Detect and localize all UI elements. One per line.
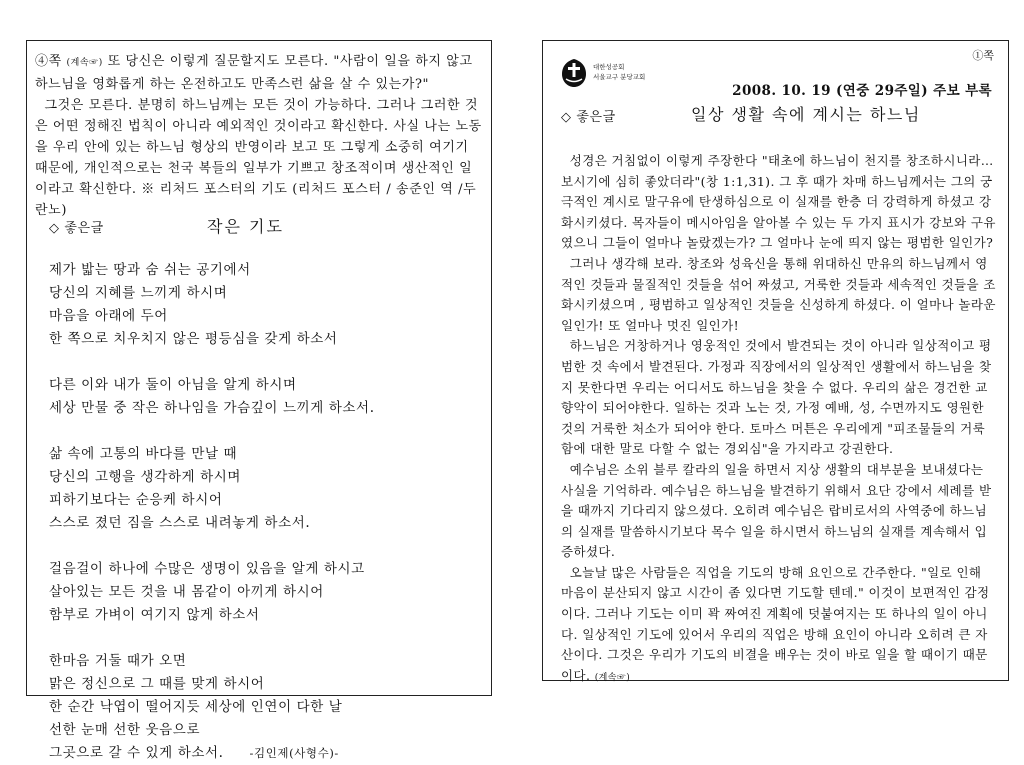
stanza <box>49 374 479 420</box>
poem-line: 당신의 지혜를 느끼게 하시며 <box>49 285 228 301</box>
poem-line: 피하기보다는 순응케 하시어 <box>49 492 223 508</box>
paragraph-text: 성경은 거침없이 이렇게 주장한다 "태초에 하느님이 천지를 창조하시니라… 보시기에 심히 좋았더라"(창 1:1,31). 그 후 때가 차매 하느님께서는 그의 궁극적인 계시로 말구유에 탄생하심으로 이 실재를 한층 더 강력하게 하셨고 강화시키셨다. 목자들이 메시아임을 알아볼 수 있는 두 가지 표시가 강보와 구유였으니 그들이 얼마나 놀랐겠는가? 그 얼마나 눈에 띄지 않는 평범한 일인가? <box>561 153 996 251</box>
stanza <box>49 558 479 627</box>
stanza <box>49 443 479 535</box>
poem-line: 삶 속에 고통의 바다를 만날 때 <box>49 446 238 462</box>
poem-line: 다른 이와 내가 둘이 아님을 알게 하시며 <box>49 377 297 393</box>
church-logo <box>559 57 649 93</box>
stanza <box>49 650 479 765</box>
poem-author: -김인제(사형수)- <box>249 746 339 760</box>
bulletin-date: 2008. 10. 19 (연중 29주일) 주보 부록 <box>732 83 992 99</box>
continued-text <box>35 51 485 221</box>
paragraph-text: 하느님은 거창하거나 영웅적인 것에서 발견되는 것이 아니라 일상적이고 평범한 것 속에서 발견된다. 가정과 직장에서의 일상적인 생활에서 하느님을 찾지 못한다면 우리는 어디서도 하느님을 찾을 수 없다. 우리의 삶은 경건한 교향악이 되어야한다. 일하는 것과 노는 것, 가정 예배, 성, 수면까지도 영원한 것의 거룩한 처소가 되어야 한다. 토마스 머튼은 우리에게 "피조물들의 거룩함에 대한 말로 다할 수 없는 경외심"을 가지라고 강권한다. <box>561 338 992 457</box>
paragraph-text: 그러나 생각해 보라. 창조와 성육신을 통해 위대하신 만유의 하느님께서 영적인 것들과 물질적인 것들을 섞어 짜셨고, 거룩한 것들과 세속적인 것들을 조화시키셨으며 , 평범하고 일상적인 것들을 신성하게 하셨다. 이 얼마나 놀라운 일인가! 또 얼마나 멋진 일인가! <box>561 255 996 333</box>
poem-line: 한 순간 낙엽이 떨어지듯 세상에 인연이 다한 날 <box>49 699 343 715</box>
stanza <box>49 259 479 351</box>
paragraph <box>561 254 997 336</box>
continued-marker: (계속☞) <box>66 58 103 68</box>
church-seal-icon <box>559 57 589 89</box>
page-marker: ④쪽 <box>35 54 62 69</box>
poem-line: 제가 밟는 땅과 숨 쉬는 공기에서 <box>49 262 251 278</box>
poem-line: 한 쪽으로 치우치지 않은 평등심을 갖게 하소서 <box>49 331 338 347</box>
section-label: ◇ 좋은글 <box>49 221 104 236</box>
poem-line: 살아있는 모든 것을 내 몸같이 아끼게 하시어 <box>49 584 324 600</box>
poem-line: 한마음 거둘 때가 오면 <box>49 653 187 669</box>
poem-last-line: 그곳으로 갈 수 있게 하소서. <box>49 745 224 761</box>
poem <box>49 259 479 765</box>
article-body <box>561 151 997 688</box>
left-page <box>26 40 492 761</box>
church-parish-line: 서울교구 분당교회 <box>593 73 646 81</box>
church-name-line: 대한성공회 <box>593 63 625 71</box>
poem-line: 당신의 고행을 생각하게 하시며 <box>49 469 242 485</box>
poem-line: 스스로 졌던 짐을 스스로 내려놓게 하소서. <box>49 515 311 531</box>
poem-line: 세상 만물 중 작은 하나임을 가슴깊이 느끼게 하소서. <box>49 400 375 416</box>
paragraph <box>561 460 997 563</box>
article-title: 일상 생활 속에 계시는 하느님 <box>691 105 921 124</box>
intro-first: 또 당신은 이렇게 질문할지도 모른다. "사람이 일을 하지 않고 하느님을 영화롭게 하는 온전하고도 만족스런 삶을 살 수 있는가?" <box>35 54 473 92</box>
page-number: ①쪽 <box>972 49 994 62</box>
article-heading <box>561 107 991 128</box>
intro-rest: 그것은 모른다. 분명히 하느님께는 모든 것이 가능하다. 그러나 그러한 것은 어떤 정해진 법칙이 아니라 예외적인 것이라고 확신한다. 사실 나는 노동을 우리 안에 있는 하느님 형상의 반영이라 보고 또 그렇게 소중히 여기기 때문에, 개인적으로는 천국 복들의 일부가 기쁘고 창조적이며 생산적인 일이라고 확신한다. ※ 리처드 포스터의 기도 (리처드 포스터 / 송준인 역 /두란노) <box>35 98 482 218</box>
paragraph <box>561 336 997 460</box>
section-label: ◇ 좋은글 <box>561 110 616 125</box>
poem-heading <box>49 218 469 239</box>
paragraph-text: 예수님은 소위 블루 칼라의 일을 하면서 지상 생활의 대부분을 보내셨다는 사실을 기억하라. 예수님은 하느님을 발견하기 위해서 요단 강에서 세례를 받을 때까지 기다리지 않으셨다. 오히려 예수님은 랍비로서의 사역중에 하느님의 실재를 말씀하시기보다 목수 일을 하시면서 하느님의 실재를 계속해서 입증하셨다. <box>561 461 992 560</box>
continued-marker: (계속☞) <box>594 672 631 683</box>
poem-line <box>49 742 479 765</box>
poem-title: 작은 기도 <box>207 217 284 236</box>
paragraph <box>561 563 997 689</box>
poem-line: 마음을 아래에 두어 <box>49 308 168 324</box>
paragraph <box>561 151 997 254</box>
right-page <box>542 40 1009 681</box>
poem-line: 선한 눈매 선한 웃음으로 <box>49 722 201 738</box>
paragraph-text: 오늘날 많은 사람들은 직업을 기도의 방해 요인으로 간주한다. "일로 인해 마음이 분산되지 않고 시간이 좀 있다면 기도할 텐데." 이것이 보편적인 감정이다. 그러나 기도는 이미 꽉 짜여진 계획에 덧붙여지는 또 하나의 일이 아니다. 일상적인 기도에 있어서 우리의 직업은 방해 요인이 아니라 오히려 큰 자산이다. 그것은 우리가 기도의 비결을 배우는 것이 바로 일을 할 때이기 때문이다. <box>561 564 990 683</box>
church-name <box>593 62 645 82</box>
poem-line: 걸음걸이 하나에 수많은 생명이 있음을 알게 하시고 <box>49 561 365 577</box>
poem-line: 함부로 가벼이 여기지 않게 하소서 <box>49 607 260 623</box>
poem-line: 맑은 정신으로 그 때를 맞게 하시어 <box>49 676 265 692</box>
